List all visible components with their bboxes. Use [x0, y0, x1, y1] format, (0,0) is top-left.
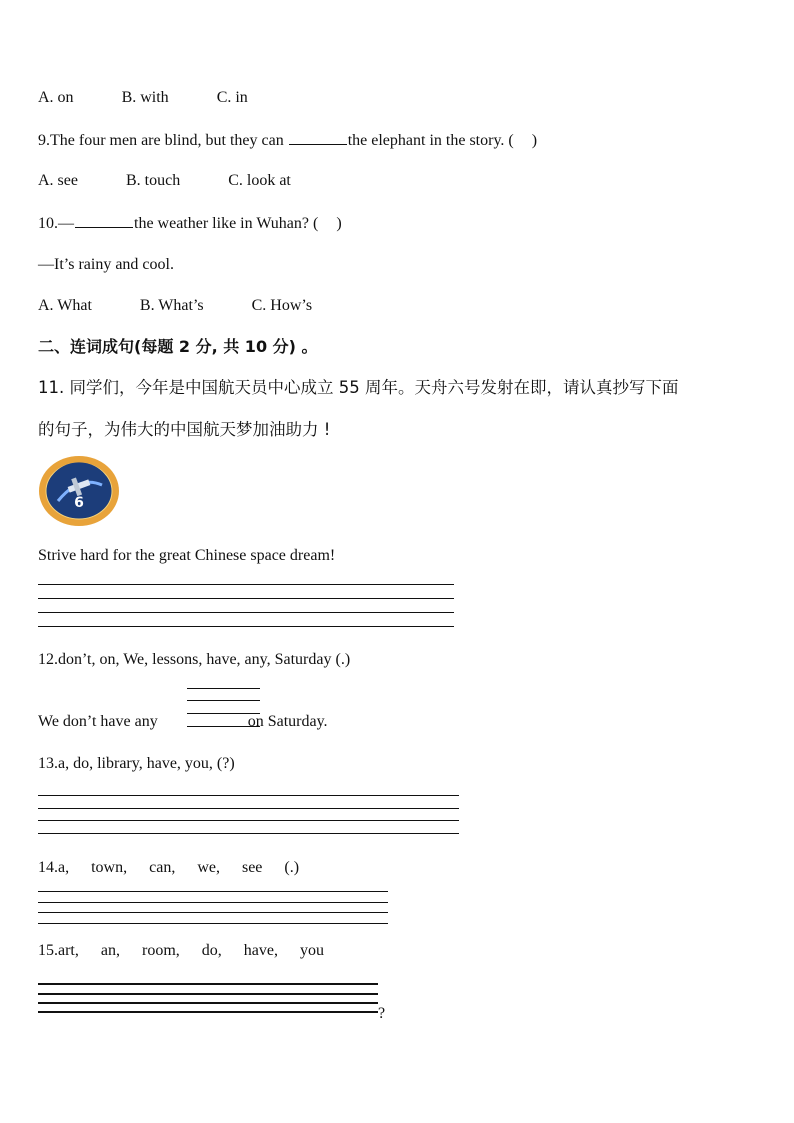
q12-writing-line-2[interactable]	[187, 700, 260, 701]
q15-writing-line-4[interactable]	[38, 1011, 378, 1013]
q14-writing-line-2[interactable]	[38, 902, 388, 903]
q15-word-2: an,	[100, 942, 120, 959]
q9-options	[38, 171, 291, 191]
q10-answer-line: —It’s rainy and cool.	[38, 256, 174, 273]
q10-option-b: B. What’s	[139, 297, 204, 314]
q10-close: )	[336, 215, 342, 232]
q15-word-5: have,	[243, 942, 278, 959]
q13-writing-line-2[interactable]	[38, 808, 459, 809]
q14-writing-line-3[interactable]	[38, 912, 388, 913]
q9-option-a: A. see	[38, 172, 78, 189]
svg-text:6: 6	[74, 495, 84, 511]
q11-line-1: 11. 同学们，今年是中国航天员中心成立 55 周年。天舟六号发射在即，请认真抄写下面	[38, 378, 679, 397]
q9-question	[38, 130, 537, 151]
q14-word-6: (.)	[284, 859, 300, 876]
q15-writing-line-1[interactable]	[38, 983, 378, 985]
q9-option-b: B. touch	[125, 172, 181, 189]
q10-text-after: the weather like in Wuhan? (	[134, 215, 319, 232]
section2-title: 二、连词成句(每题 2 分, 共 10 分) 。	[38, 337, 318, 356]
q11-writing-line-2[interactable]	[38, 598, 454, 599]
q13-writing-line-1[interactable]	[38, 795, 459, 796]
q11-writing-line-4[interactable]	[38, 626, 454, 627]
q9-text-before: 9.The four men are blind, but they can	[38, 132, 284, 149]
q15-question-mark: ?	[378, 1005, 386, 1022]
q13-writing-line-4[interactable]	[38, 833, 459, 834]
q12-text-after: on Saturday.	[247, 713, 328, 730]
q15-word-1: 15.art,	[38, 942, 79, 959]
q12-text-before: We don’t have any	[38, 713, 158, 730]
q9-close: )	[531, 132, 538, 149]
q11-sentence: Strive hard for the great Chinese space dream!	[38, 547, 336, 564]
q8-option-b: B. with	[121, 89, 169, 106]
q10-text-before: 10.—	[38, 215, 74, 232]
q15-words	[38, 941, 324, 961]
q11-writing-line-1[interactable]	[38, 584, 454, 585]
q14-writing-line-4[interactable]	[38, 923, 388, 924]
q9-text-after: the elephant in the story. (	[347, 132, 514, 149]
q10-options	[38, 296, 312, 316]
q15-word-4: do,	[201, 942, 222, 959]
q14-writing-line-1[interactable]	[38, 891, 388, 892]
q14-word-1: 14.a,	[38, 859, 70, 876]
q15-writing-line-2[interactable]	[38, 993, 378, 995]
q14-word-3: can,	[149, 859, 176, 876]
q8-options	[38, 88, 248, 108]
q13-words: 13.a, do, library, have, you, (?)	[38, 755, 235, 772]
mission-badge-icon	[38, 455, 120, 527]
q8-option-c: C. in	[216, 89, 248, 106]
q12-sentence	[38, 712, 328, 732]
q13-writing-line-3[interactable]	[38, 820, 459, 821]
q10-option-a: A. What	[38, 297, 92, 314]
q14-word-2: town,	[91, 859, 128, 876]
q14-word-4: we,	[197, 859, 220, 876]
q12-words: 12.don’t, on, We, lessons, have, any, Saturday (.)	[38, 651, 351, 668]
q10-option-c: C. How’s	[251, 297, 313, 314]
q11-writing-line-3[interactable]	[38, 612, 454, 613]
q14-words	[38, 858, 299, 878]
q9-blank[interactable]	[289, 130, 347, 145]
q15-writing-line-3[interactable]	[38, 1002, 378, 1004]
q9-option-c: C. look at	[228, 172, 291, 189]
q10-question	[38, 213, 342, 234]
q11-line-2: 的句子，为伟大的中国航天梦加油助力 !	[38, 420, 331, 439]
q14-word-5: see	[241, 859, 263, 876]
q15-word-6: you	[299, 942, 324, 959]
q8-option-a: A. on	[38, 89, 74, 106]
q12-writing-line-1[interactable]	[187, 688, 260, 689]
q15-word-3: room,	[141, 942, 180, 959]
q10-blank[interactable]	[75, 213, 133, 228]
